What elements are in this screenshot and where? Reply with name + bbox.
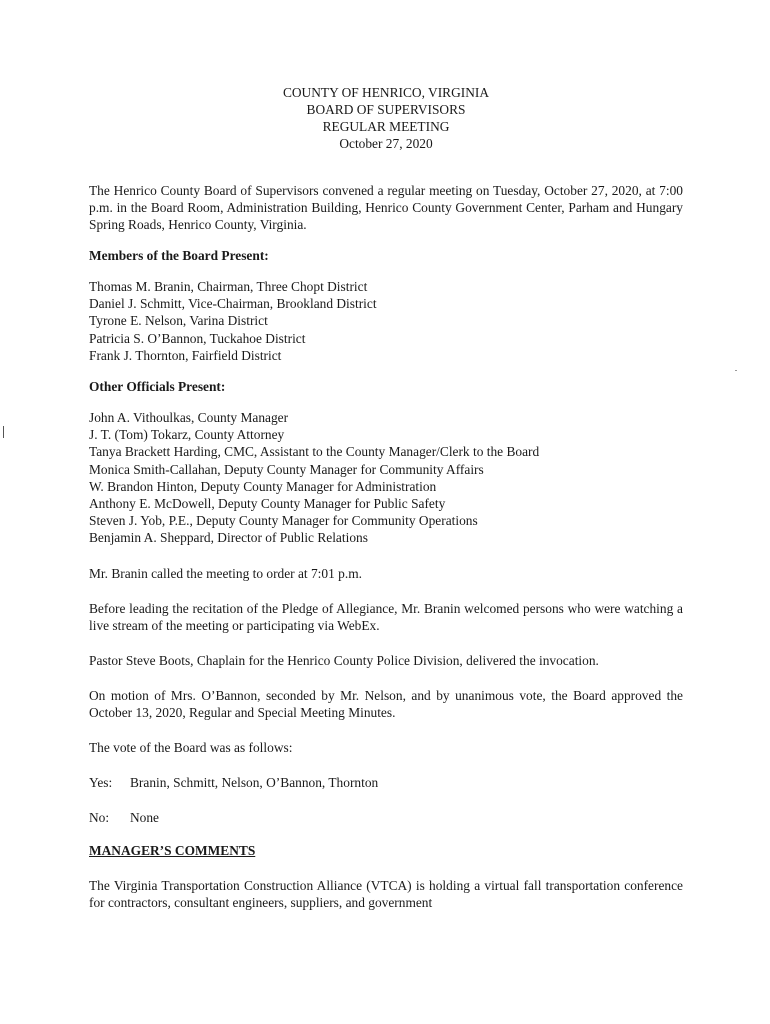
- document-header: [89, 84, 683, 152]
- vote-yes-label: Yes:: [89, 774, 113, 790]
- list-item: J. T. (Tom) Tokarz, County Attorney: [89, 427, 285, 443]
- officials-list: [89, 409, 683, 547]
- list-item: Steven J. Yob, P.E., Deputy County Manager for Community Operations: [89, 513, 478, 529]
- managers-comments-heading: MANAGER’S COMMENTS: [89, 842, 256, 858]
- scan-artifact-dot: [735, 370, 737, 371]
- vote-no-label: No:: [89, 809, 110, 825]
- vote-yes-names: Branin, Schmitt, Nelson, O’Bannon, Thornton: [130, 774, 379, 790]
- intro-paragraph: The Henrico County Board of Supervisors convened a regular meeting on Tuesday, October 27, 2020, at 7:00 p.m. in the Board Room, Administration Building, Henrico County Government Center, Parham and Hungary Spring Roads, Henrico County, Virginia.: [89, 183, 683, 232]
- list-item: Anthony E. McDowell, Deputy County Manager for Public Safety: [89, 496, 446, 512]
- header-date: October 27, 2020: [339, 136, 433, 151]
- header-board: BOARD OF SUPERVISORS: [306, 102, 466, 117]
- call-to-order-paragraph: Mr. Branin called the meeting to order at 7:01 p.m.: [89, 565, 362, 581]
- vote-no-line: [89, 809, 683, 826]
- list-item: Monica Smith-Callahan, Deputy County Manager for Community Affairs: [89, 461, 484, 477]
- list-item: Patricia S. O’Bannon, Tuckahoe District: [89, 330, 306, 346]
- list-item: W. Brandon Hinton, Deputy County Manager for Administration: [89, 478, 437, 494]
- vote-yes-line: [89, 774, 683, 791]
- list-item: Thomas M. Branin, Chairman, Three Chopt District: [89, 279, 368, 294]
- list-item: Tyrone E. Nelson, Varina District: [89, 313, 268, 329]
- document-page: [89, 84, 683, 911]
- officials-heading: Other Officials Present:: [89, 379, 226, 395]
- list-item: Frank J. Thornton, Fairfield District: [89, 347, 282, 363]
- vote-intro-paragraph: The vote of the Board was as follows:: [89, 739, 293, 755]
- managers-comments-paragraph: The Virginia Transportation Construction Alliance (VTCA) is holding a virtual fall transportation conference for contractors, consultant engineers, suppliers, and government: [89, 877, 683, 910]
- list-item: John A. Vithoulkas, County Manager: [89, 410, 289, 426]
- pledge-paragraph: Before leading the recitation of the Pledge of Allegiance, Mr. Branin welcomed persons who were watching a live stream of the meeting or participating via WebEx.: [89, 600, 683, 633]
- scan-artifact-mark: [3, 426, 4, 438]
- list-item: Benjamin A. Sheppard, Director of Public Relations: [89, 530, 368, 546]
- header-meeting-type: REGULAR MEETING: [322, 119, 450, 134]
- members-list: [89, 278, 683, 364]
- invocation-paragraph: Pastor Steve Boots, Chaplain for the Henrico County Police Division, delivered the invocation.: [89, 652, 599, 668]
- minutes-motion-paragraph: On motion of Mrs. O’Bannon, seconded by Mr. Nelson, and by unanimous vote, the Board approved the October 13, 2020, Regular and Special Meeting Minutes.: [89, 687, 683, 720]
- header-county: COUNTY OF HENRICO, VIRGINIA: [282, 85, 490, 100]
- list-item: Tanya Brackett Harding, CMC, Assistant to the County Manager/Clerk to the Board: [89, 444, 540, 460]
- members-heading: Members of the Board Present:: [89, 248, 269, 263]
- list-item: Daniel J. Schmitt, Vice-Chairman, Brookland District: [89, 296, 377, 312]
- vote-no-names: None: [130, 809, 160, 825]
